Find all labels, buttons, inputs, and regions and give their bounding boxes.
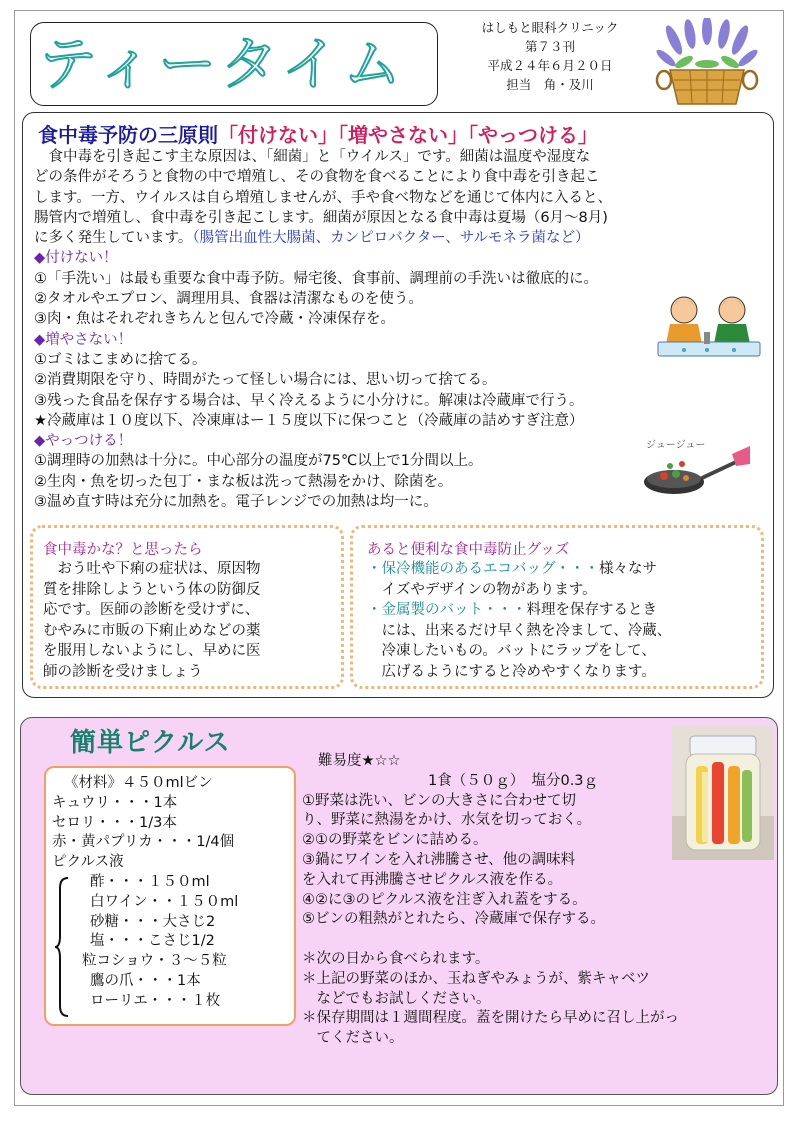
step-line: ①野菜は洗い、ビンの大きさに合わせて切 [302,792,576,809]
pickles-title: 簡単ピクルス [70,728,231,758]
rule-line: ③温め直す時は充分に加熱を。電子レンジでの加熱は均一に。 [34,494,438,511]
rule-line: ②生肉・魚を切った包丁・まな板は洗って熱湯をかけ、除菌を。 [34,473,453,490]
goods-line: には、出来るだけ早く熱を冷まして、冷蔵、 [367,622,672,639]
issue-date: 平成２４年６月２０日 [487,58,613,73]
intro-line: 食中毒を引き起こす主な原因は、「細菌」と「ウイルス」です。細菌は温度や湿度な [34,149,591,165]
ingredient-line: キュウリ・・・1本 [52,794,178,811]
goods-line: イズやデザインの物があります。 [367,581,597,598]
section-heading-dont-grow: ◆増やさない！ [34,331,133,348]
intro-line: 腸管内で増殖し、食中毒を引き起こします。細菌が原因となる食中毒は夏場（6月～8月) [34,209,608,226]
liquid-line: 塩・・・こさじ1/2 [90,933,215,950]
step-line: り、野菜に熱湯をかけ、水気を切っておく。 [302,812,592,829]
difficulty: 難易度★☆☆ [318,753,401,769]
eco-bag-name: ・保冷機能のあるエコバッグ・・・ [367,561,599,577]
symptoms-line: を服用しないようにし、早めに医 [43,643,261,659]
symptoms-line: 応です。医師の診断を受けずに、 [43,602,260,618]
symptoms-title: 食中毒かな？と思ったら [43,542,203,558]
liquid-line: 酢・・・１５０ml [90,873,210,890]
ingredient-line: 赤・黄パプリカ・・・1/4個 [52,834,235,851]
goods-box [350,525,764,689]
step-line: ④②に③のピクルス液を注ぎ入れ蓋をする。 [302,891,587,908]
liquid-line: ローリエ・・・１枚 [90,992,221,1009]
liquid-line: 粒コショウ・３～５粒 [82,953,227,970]
intro-line: どの条件がそろうと食物の中で増殖し、その食物を食べることにより食中毒を引き起こ [34,169,600,186]
ingredient-line: セロリ・・・1/3本 [52,814,177,831]
intro-last: に多く発生しています。 [34,230,193,247]
sizzle-sound: ジュージュー [646,440,706,451]
curly-brace [54,876,70,1018]
section-heading-kill: ◆やっつける！ [34,433,133,450]
step-line: ③鍋にワインを入れ沸騰させ、他の調味料 [302,851,576,868]
bacteria-examples: （腸管出血性大腸菌、カンピロバクター、サルモネラ菌など） [192,230,590,247]
ingredient-line: 《材料》４５０mlビン [64,775,213,791]
goods-line: 冷凍したいもの。バットにラップをして、 [367,643,656,659]
intro-line [34,228,762,248]
intro-line: します。一方、ウイルスは自ら増殖しませんが、手や食べ物などを通じて体内に入ると、 [34,189,612,206]
goods-title: あると便利な食中毒防止グッズ [367,542,570,558]
newsletter-title: ティータイム [39,30,406,98]
food-poisoning-heading [38,119,598,148]
goods-line: 広げるようにすると冷めやすくなります。 [367,663,656,680]
rule-line: ③残った食品を保存する場合は、早く冷えるように小分けに。解凍は冷蔵庫で行う。 [34,392,584,409]
note-line: ＊保存期間は１週間程度。蓋を開けたら早めに召し上がっ [302,1010,679,1027]
ingredient-line: ピクルス液 [52,854,124,871]
step-line: を入れて再沸騰させピクルス液を作る。 [302,871,563,888]
lavender-basket-illustration [652,18,762,110]
heading-three-rules: 「付けない」「増やさない」「やっつける」 [218,123,598,147]
note-line: てください。 [302,1030,404,1047]
metal-tray-text: 料理を保存するとき [526,602,657,618]
serving-info: 1食（５０ｇ） 塩分0.3ｇ [428,772,599,789]
recipe-steps [302,752,679,1049]
symptoms-line: 師の診断を受けましょう [43,663,203,680]
note-line: ＊上記の野菜のほか、玉ねぎやみょうが、紫キャベツ [302,970,650,987]
liquid-line: 砂糖・・・大さじ2 [90,913,216,930]
issue-number: 第７３刊 [524,39,575,54]
section-heading-dont-attach: ◆付けない！ [34,250,118,267]
rule-line: ★冷蔵庫は１０度以下、冷凍庫はー１５度以下に保つこと（冷蔵庫の詰めすぎ注意） [34,412,584,429]
goods-item [367,600,761,621]
staff-names: 担当 角・及川 [506,77,594,92]
note-line: などでもお試しください。 [302,990,491,1007]
title-box [30,22,438,106]
rule-line: ③肉・魚はそれぞれきちんと包んで冷蔵・冷凍保存を。 [34,311,395,328]
ingredients-list [52,774,238,1012]
step-line: ⑤ビンの粗熱がとれたら、冷蔵庫で保存する。 [302,911,605,928]
pickle-jar-photo [672,726,774,860]
frying-pan-illustration [632,436,752,506]
metal-tray-name: ・金属製のバット・・・ [367,602,527,618]
issue-info [470,18,630,94]
rule-line: ①ゴミはこまめに捨てる。 [34,351,207,368]
rule-line: ①「手洗い」は最も重要な食中毒予防。帰宅後、食事前、調理前の手洗いは徹底的に。 [34,270,598,287]
symptoms-line: むやみに市販の下痢止めなどの薬 [43,622,261,639]
handwashing-kids-illustration [654,292,764,362]
step-line: ②①の野菜をビンに詰める。 [302,832,488,849]
symptoms-box [30,525,344,689]
rule-line: ②消費期限を守り、時間がたって怪しい場合には、思い切って捨てる。 [34,372,497,389]
goods-item [367,559,761,580]
rule-line: ②タオルやエプロン、調理用具、食器は清潔なものを使う。 [34,291,423,308]
note-line: ＊次の日から食べられます。 [302,950,490,967]
heading-principles: 食中毒予防の三原則 [38,123,218,147]
spacer [302,930,679,950]
symptoms-line: おう吐や下痢の症状は、原因物 [43,561,261,577]
liquid-line: 鷹の爪・・・1本 [90,972,201,989]
eco-bag-text: 様々なサ [599,561,657,577]
clinic-name: はしもと眼科クリニック [481,20,619,35]
symptoms-line: 質を排除しようという体の防御反 [43,581,261,598]
liquid-line: 白ワイン・・１５０ml [90,893,239,910]
rule-line: ①調理時の加熱は十分に。中心部分の温度が75℃以上で1分間以上。 [34,453,483,470]
